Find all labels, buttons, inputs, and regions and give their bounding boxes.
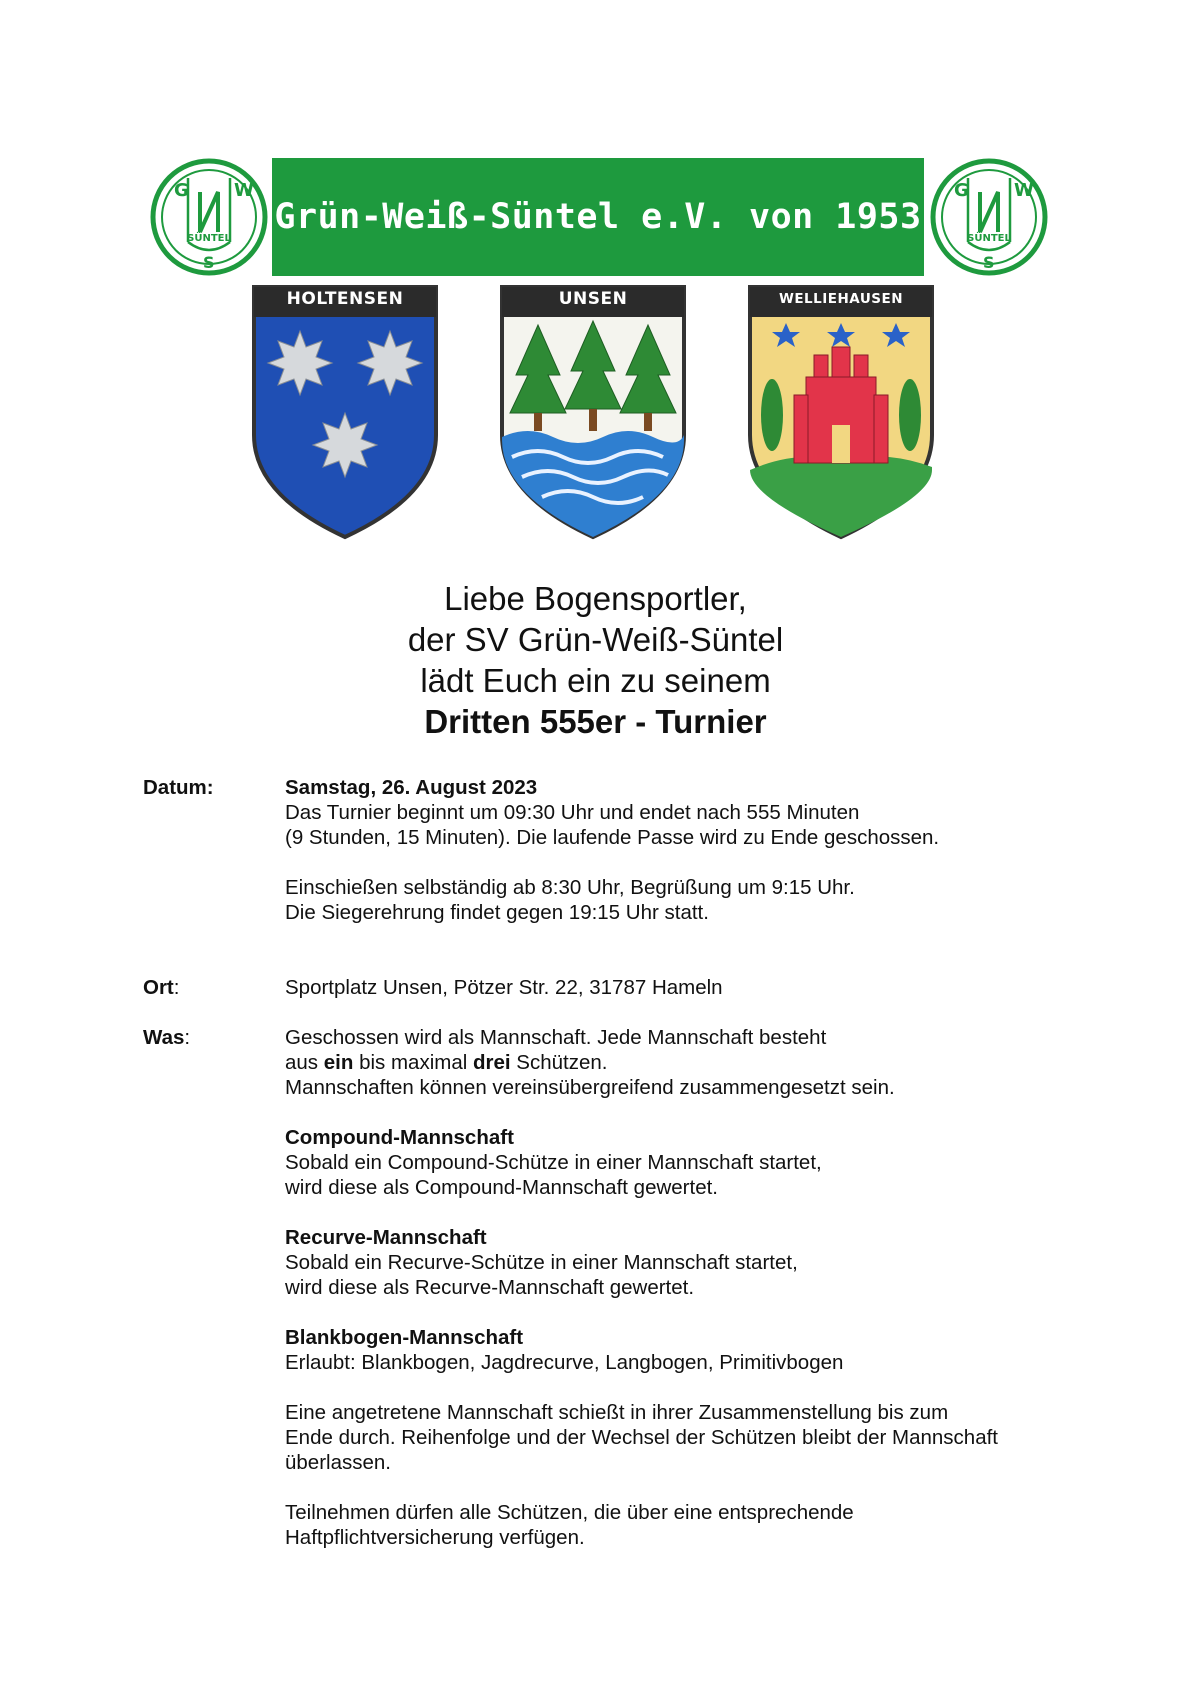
greeting-line-1: Liebe Bogensportler, xyxy=(444,580,747,617)
invitation-heading xyxy=(0,578,1191,742)
datum-line-4: Die Siegerehrung findet gegen 19:15 Uhr statt. xyxy=(285,901,709,924)
compound-line-2: wird diese als Compound-Mannschaft gewertet. xyxy=(285,1176,718,1199)
blankbogen-title: Blankbogen-Mannschaft xyxy=(285,1326,524,1349)
club-name-banner xyxy=(272,158,924,276)
was-label: Was: xyxy=(143,1026,191,1049)
team-rule-line-1: Eine angetretene Mannschaft schießt in ihrer Zusammenstellung bis zum xyxy=(285,1401,949,1424)
datum-section xyxy=(143,775,1103,925)
svg-text:SÜNTEL: SÜNTEL xyxy=(967,233,1011,244)
recurve-title: Recurve-Mannschaft xyxy=(285,1226,487,1249)
three-stars-on-blue-shield-icon xyxy=(250,285,440,540)
svg-text:S: S xyxy=(203,253,215,272)
insurance-line-2: Haftpflichtversicherung verfügen. xyxy=(285,1526,585,1549)
svg-text:W: W xyxy=(1014,180,1034,201)
holtensen-coat-of-arms xyxy=(250,285,440,540)
shield-label-unsen: UNSEN xyxy=(558,289,628,309)
was-intro-line-3: Mannschaften können vereinsübergreifend zusammengesetzt sein. xyxy=(285,1076,895,1099)
was-content xyxy=(285,1025,1103,1550)
shield-label-welliehausen: WELLIEHAUSEN xyxy=(778,291,904,307)
three-firs-and-water-shield-icon xyxy=(498,285,688,540)
compound-line-1: Sobald ein Compound-Schütze in einer Mannschaft startet, xyxy=(285,1151,822,1174)
was-section xyxy=(143,1025,1103,1550)
datum-content xyxy=(285,775,1103,925)
castle-and-trees-shield-icon xyxy=(746,285,936,540)
datum-line-2: (9 Stunden, 15 Minuten). Die laufende Passe wird zu Ende geschossen. xyxy=(285,826,940,849)
svg-text:G: G xyxy=(174,180,189,201)
datum-label: Datum: xyxy=(143,776,214,799)
team-rule-line-2: Ende durch. Reihenfolge und der Wechsel der Schützen bleibt der Mannschaft xyxy=(285,1426,999,1449)
club-seal-logo-right xyxy=(930,158,1048,276)
team-rule-line-3: überlassen. xyxy=(285,1451,391,1474)
venue-address: Sportplatz Unsen, Pötzer Str. 22, 31787 Hameln xyxy=(285,976,723,999)
recurve-line-2: wird diese als Recurve-Mannschaft gewertet. xyxy=(285,1276,695,1299)
insurance-line-1: Teilnehmen dürfen alle Schützen, die über eine entsprechende xyxy=(285,1501,854,1524)
was-intro-line-2: aus ein bis maximal drei Schützen. xyxy=(285,1051,608,1074)
greeting-line-2: der SV Grün-Weiß-Süntel xyxy=(407,621,784,658)
shield-label-holtensen: HOLTENSEN xyxy=(286,289,404,309)
club-name: Grün-Weiß-Süntel e.V. von 1953 xyxy=(274,197,922,237)
was-intro-line-1: Geschossen wird als Mannschaft. Jede Mannschaft besteht xyxy=(285,1026,827,1049)
event-date: Samstag, 26. August 2023 xyxy=(285,776,538,799)
coats-of-arms-row xyxy=(250,285,950,545)
svg-text:S: S xyxy=(983,253,995,272)
welliehausen-coat-of-arms xyxy=(746,285,936,540)
ort-label: Ort: xyxy=(143,976,180,999)
unsen-coat-of-arms xyxy=(498,285,688,540)
svg-text:SÜNTEL: SÜNTEL xyxy=(187,233,231,244)
ort-section xyxy=(143,975,1103,1000)
recurve-line-1: Sobald ein Recurve-Schütze in einer Mannschaft startet, xyxy=(285,1251,798,1274)
datum-line-1: Das Turnier beginnt um 09:30 Uhr und endet nach 555 Minuten xyxy=(285,801,860,824)
svg-text:W: W xyxy=(234,180,254,201)
compound-title: Compound-Mannschaft xyxy=(285,1126,514,1149)
datum-line-3: Einschießen selbständig ab 8:30 Uhr, Begrüßung um 9:15 Uhr. xyxy=(285,876,855,899)
tournament-title: Dritten 555er - Turnier xyxy=(424,703,767,740)
blankbogen-line-1: Erlaubt: Blankbogen, Jagdrecurve, Langbogen, Primitivbogen xyxy=(285,1351,844,1374)
svg-text:G: G xyxy=(954,180,969,201)
club-header xyxy=(150,150,1050,285)
ort-content xyxy=(285,975,1103,1000)
tournament-details xyxy=(143,775,1103,1550)
greeting-line-3: lädt Euch ein zu seinem xyxy=(420,662,771,699)
club-seal-logo-left xyxy=(150,158,268,276)
